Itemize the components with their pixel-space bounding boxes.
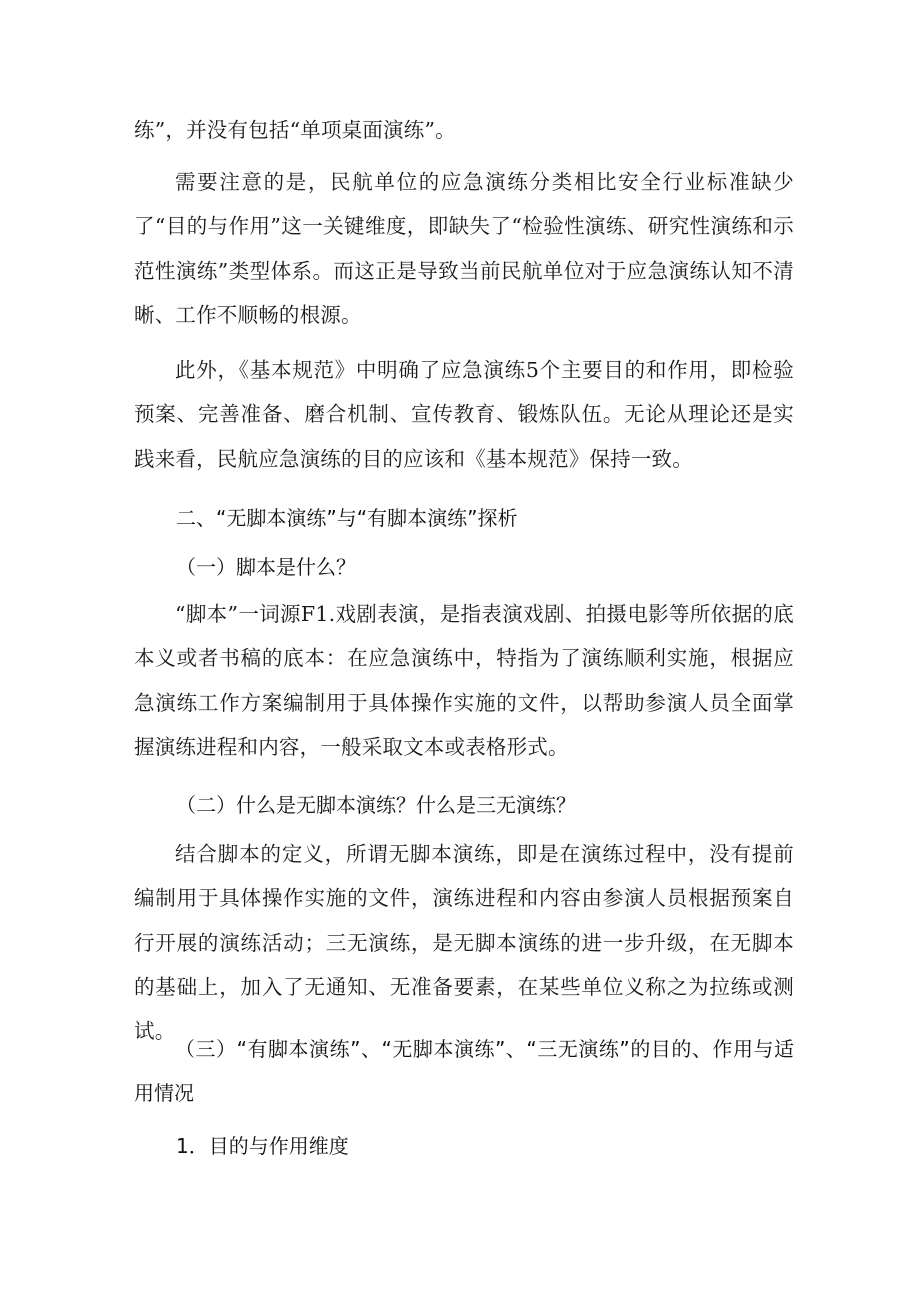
subsection-heading-3: （三）“有脚本演练”、“无脚本演练”、“三无演练”的目的、作用与适用情况 [134, 1037, 794, 1106]
paragraph-note: 需要注意的是，民航单位的应急演练分类相比安全行业标准缺少了“目的与作用”这一关键维度，即缺失了“检验性演练、研究性演练和示范性演练”类型体系。而这正是导致当前民航单位对于应急演练认知不清晰、工作不顺畅的根源。 [134, 170, 794, 327]
item-heading-1: 1．目的与作用维度 [176, 1134, 349, 1158]
paragraph-no-script-drill: 结合脚本的定义，所谓无脚本演练，即是在演练过程中，没有提前编制用于具体操作实施的文件，演练进程和内容由参演人员根据预案自行开展的演练活动；三无演练，是无脚本演练的进一步升级，在无脚本的基础上，加入了无通知、无准备要素，在某些单位义称之为拉练或测试。 [134, 842, 794, 1044]
paragraph-script-definition: “脚本”一词源F1.戏剧表演，是指表演戏剧、拍摄电影等所依据的底本义或者书稿的底本：在应急演练中，特指为了演练顺利实施，根据应急演练工作方案编制用于具体操作实施的文件，以帮助参演人员全面掌握演练进程和内容，一般采取文本或表格形式。 [134, 602, 794, 759]
paragraph-moreover: 此外，《基本规范》中明确了应急演练5个主要目的和作用，即检验预案、完善准备、磨合机制、宣传教育、锻炼队伍。无论从理论还是实践来看，民航应急演练的目的应该和《基本规范》保持一致。 [134, 358, 794, 471]
paragraph-continuation: 练”，并没有包括“单项桌面演练”。 [134, 118, 456, 142]
section-heading-2: 二、“无脚本演练”与“有脚本演练”探析 [176, 506, 518, 530]
subsection-heading-1: （一）脚本是什么？ [176, 555, 356, 579]
subsection-heading-2: （二）什么是无脚本演练？什么是三无演练？ [176, 793, 576, 817]
